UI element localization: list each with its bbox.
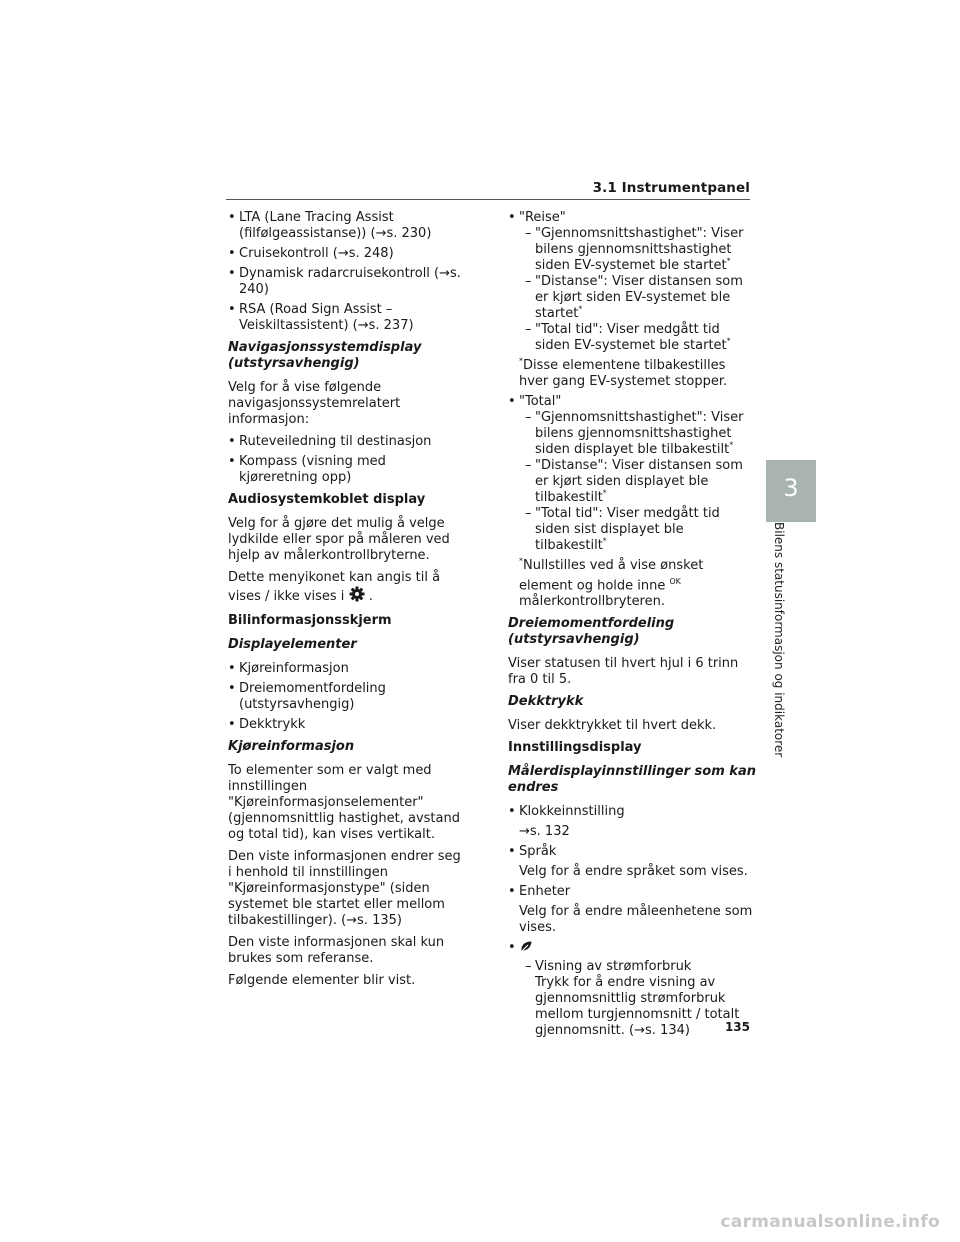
footnote-marker: * xyxy=(726,256,731,266)
sub-item-text: "Distanse": Viser distansen som er kjørt siden displayet ble tilbakestilt xyxy=(535,458,743,505)
dash: – xyxy=(525,322,532,337)
nav-text: Velg for å vise følgende navigasjonssystemrelatert informasjon: xyxy=(228,380,401,427)
footnote-marker: * xyxy=(519,356,523,366)
eco-leaf-icon xyxy=(519,940,533,959)
drive-paragraph: Den viste informasjonen skal kun brukes som referanse. xyxy=(228,935,445,966)
footnote-text: Nullstilles ved å vise ønsket element og holde inne xyxy=(519,558,704,594)
tire-heading: Dekktrykk xyxy=(508,694,584,710)
meter-settings-heading: Målerdisplayinnstillinger som kan endres xyxy=(508,764,756,796)
lang-text: Velg for å endre språket som vises. xyxy=(519,864,748,880)
sub-item-text: "Distanse": Viser distansen som er kjørt siden EV-systemet ble startet xyxy=(535,274,743,321)
list-item: • Ruteveiledning til destinasjon xyxy=(228,434,468,450)
list-item xyxy=(508,940,758,959)
list-item: • Dekktrykk xyxy=(228,717,468,733)
dash: – xyxy=(525,410,532,425)
sub-item-text: "Total tid": Viser medgått tid siden EV-systemet ble startet xyxy=(535,322,727,353)
menu-text xyxy=(228,570,468,607)
chapter-title: Bilens statusinformasjon og indikatorer xyxy=(772,522,786,758)
footnote-marker: * xyxy=(729,440,734,450)
sub-item xyxy=(508,322,758,354)
footnote-marker: * xyxy=(519,556,523,566)
list-item: • Kjøreinformasjon xyxy=(228,661,468,677)
left-column xyxy=(228,210,468,995)
dash: – xyxy=(525,506,532,521)
sub-item-text: Visning av strømforbruk xyxy=(535,959,692,975)
sub-item xyxy=(508,959,758,1039)
list-item: • Dynamisk radarcruisekontroll (→s. 240) xyxy=(228,266,468,298)
drive-paragraph: Den viste informasjonen endrer seg i henhold til innstillingen "Kjøreinformasjonstype" (siden systemet ble startet eller mellom tilbakestillinger). (→s. 135) xyxy=(228,849,461,928)
footnote xyxy=(519,358,758,390)
sub-item-text: Trykk for å endre visning av gjennomsnittlig strømforbruk mellom turgjennomsnitt / totalt gjennomsnitt. (→s. 134) xyxy=(535,975,740,1039)
chapter-number: 3 xyxy=(783,474,799,502)
list-item: • "Total" xyxy=(508,394,758,410)
dash: – xyxy=(525,458,532,473)
car-info-heading: Bilinformasjonsskjerm xyxy=(228,613,392,628)
list-item: • "Reise" xyxy=(508,210,758,226)
list-item: • Cruisekontroll (→s. 248) xyxy=(228,246,468,262)
torque-text: Viser statusen til hvert hjul i 6 trinn fra 0 til 5. xyxy=(508,656,739,688)
sub-item xyxy=(508,274,758,322)
list-item: • Kompass (visning med kjøreretning opp) xyxy=(228,454,468,486)
drive-info-heading: Kjøreinformasjon xyxy=(228,739,355,754)
sub-item xyxy=(508,410,758,458)
ok-button-icon: OK xyxy=(669,577,681,586)
footnote-marker: * xyxy=(602,536,607,546)
sub-item xyxy=(508,226,758,274)
footnote-text: målerkontrollbryteren. xyxy=(519,594,665,610)
list-item: • Klokkeinnstilling xyxy=(508,804,758,820)
footnote-text: Disse elementene tilbakestilles hver gang EV-systemet stopper. xyxy=(519,358,728,389)
menu-text-a: Dette menyikonet kan angis til å vises / ikke vises i xyxy=(228,570,441,604)
list-item: • LTA (Lane Tracing Assist (filfølgeassistanse)) (→s. 230) xyxy=(228,210,468,242)
audio-heading: Audiosystemkoblet display xyxy=(228,492,426,507)
chapter-tab xyxy=(766,460,816,522)
watermark: carmanualsonline.info xyxy=(720,1212,940,1232)
dash: – xyxy=(525,226,532,241)
tire-text: Viser dekktrykket til hvert dekk. xyxy=(508,718,717,734)
list-item: • Språk xyxy=(508,844,758,860)
sub-item-text: "Gjennomsnittshastighet": Viser bilens gjennomsnittshastighet siden displayet ble tilbakestilt xyxy=(535,410,744,457)
dash: – xyxy=(525,274,532,289)
footnote xyxy=(519,558,758,610)
settings-heading: Innstillingsdisplay xyxy=(508,740,642,756)
torque-heading: Dreiemomentfordeling (utstyrsavhengig) xyxy=(508,616,675,648)
right-column xyxy=(508,210,758,1039)
audio-text: Velg for å gjøre det mulig å velge lydkilde eller spor på måleren ved hjelp av målerkontrollbryterne. xyxy=(228,516,450,563)
clock-ref: →s. 132 xyxy=(519,824,570,840)
list-item: • Enheter xyxy=(508,884,758,900)
section-title: 3.1 Instrumentpanel xyxy=(592,180,750,196)
drive-paragraph: To elementer som er valgt med innstillingen "Kjøreinformasjonselementer" (gjennomsnittlig hastighet, avstand og total tid), kan vises vertikalt. xyxy=(228,763,460,842)
footnote-marker: * xyxy=(602,488,607,498)
sub-item xyxy=(508,458,758,506)
units-text: Velg for å endre måleenhetene som vises. xyxy=(519,904,753,936)
footnote-marker: * xyxy=(578,304,583,314)
list-item: • Dreiemomentfordeling (utstyrsavhengig) xyxy=(228,681,468,713)
nav-heading: Navigasjonssystemdisplay (utstyrsavhengig) xyxy=(228,340,422,371)
page-number: 135 xyxy=(724,1020,750,1034)
drive-paragraph: Følgende elementer blir vist. xyxy=(228,973,416,988)
gear-icon xyxy=(349,586,365,607)
display-elements-heading: Displayelementer xyxy=(228,637,357,652)
sub-item xyxy=(508,506,758,554)
dash: – xyxy=(525,959,532,975)
menu-text-b: . xyxy=(368,589,373,604)
list-item: • RSA (Road Sign Assist – Veiskiltassistent) (→s. 237) xyxy=(228,302,468,334)
header-rule xyxy=(226,199,750,200)
sub-item-text: "Gjennomsnittshastighet": Viser bilens gjennomsnittshastighet siden EV-systemet ble startet xyxy=(535,226,744,273)
sub-item-text: "Total tid": Viser medgått tid siden sist displayet ble tilbakestilt xyxy=(535,506,720,553)
footnote-marker: * xyxy=(726,336,731,346)
